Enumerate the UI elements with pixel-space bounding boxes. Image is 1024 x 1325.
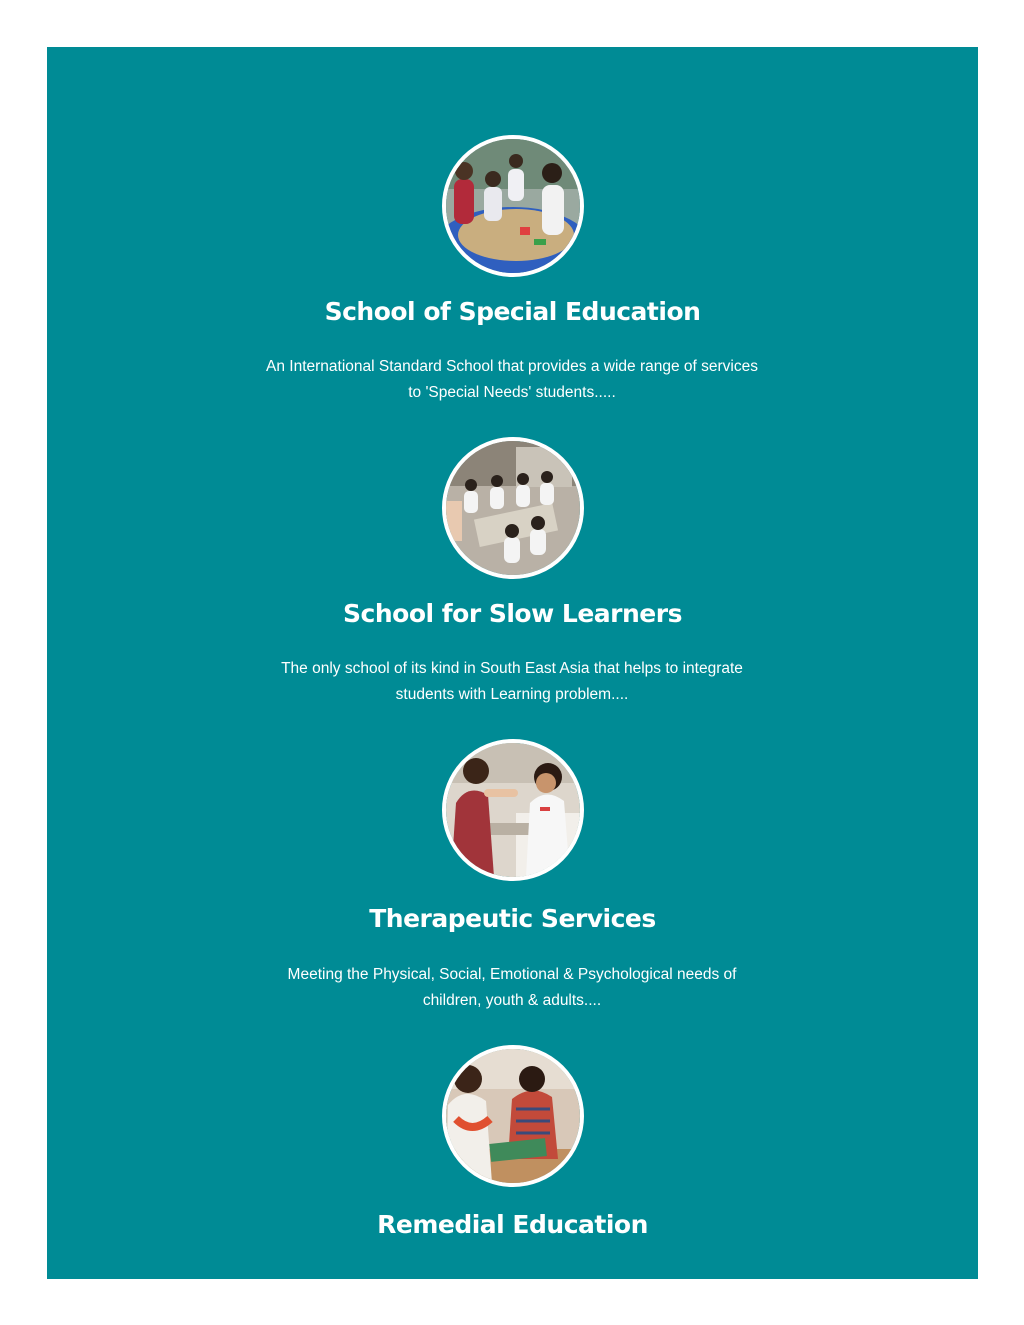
therapist-with-boy-photo[interactable]: [442, 739, 584, 881]
service-description: The only school of its kind in South East Asia that helps to integrate students with Learning problem....: [281, 660, 743, 703]
service-title[interactable]: School for Slow Learners: [343, 599, 682, 628]
service-title[interactable]: Therapeutic Services: [369, 904, 656, 933]
service-title[interactable]: School of Special Education: [324, 297, 701, 326]
services-panel: [47, 47, 978, 1279]
classroom-students-photo[interactable]: [442, 437, 584, 579]
teacher-reading-with-boy-photo[interactable]: [442, 1045, 584, 1187]
service-description: Meeting the Physical, Social, Emotional & Psychological needs of children, youth & adults....: [287, 966, 737, 1009]
service-description: An International Standard School that provides a wide range of services to 'Special Needs' students.....: [266, 358, 758, 401]
children-playing-sandbox-photo[interactable]: [442, 135, 584, 277]
service-title[interactable]: Remedial Education: [377, 1210, 648, 1239]
